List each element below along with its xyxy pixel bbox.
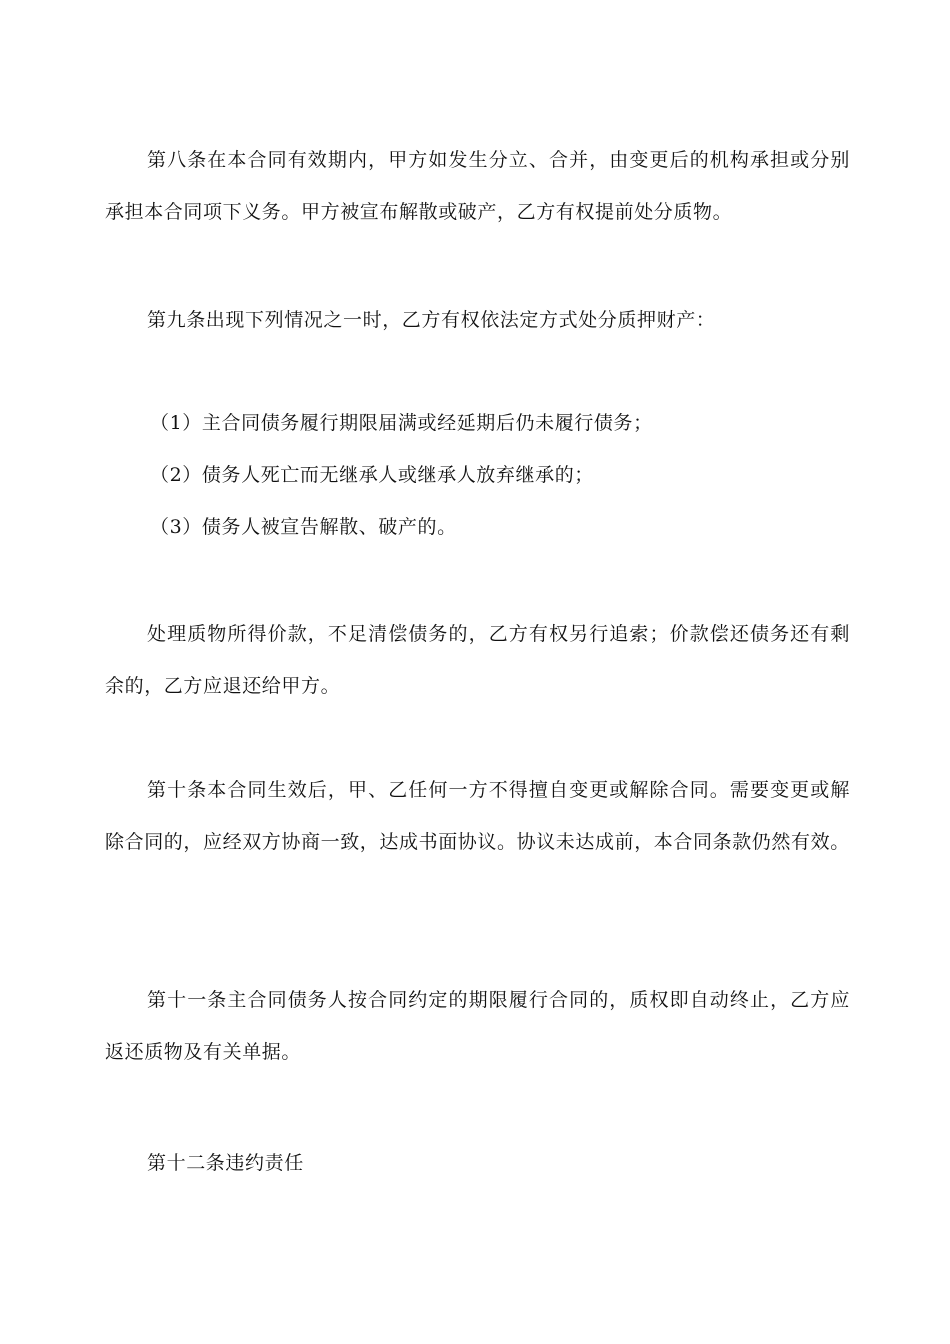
article-9-intro: 第九条出现下列情况之一时，乙方有权依法定方式处分质押财产： [147, 309, 716, 331]
article-8-paragraph: 第八条在本合同有效期内，甲方如发生分立、合并，由变更后的机构承担或分别承担本合同项下义务。甲方被宣布解散或破产，乙方有权提前处分质物。 [105, 149, 850, 223]
article-11-paragraph: 第十一条主合同债务人按合同约定的期限履行合同的，质权即自动终止，乙方应返还质物及有关单据。 [105, 989, 850, 1063]
proceeds-paragraph: 处理质物所得价款，不足清偿债务的，乙方有权另行追索；价款偿还债务还有剩余的，乙方应退还给甲方。 [105, 623, 850, 697]
article-12-heading: 第十二条违约责任 [147, 1152, 304, 1174]
article-9-item-2: （2）债务人死亡而无继承人或继承人放弃继承的； [150, 464, 594, 486]
article-10-paragraph: 第十条本合同生效后，甲、乙任何一方不得擅自变更或解除合同。需要变更或解除合同的，应经双方协商一致，达成书面协议。协议未达成前，本合同条款仍然有效。 [105, 779, 850, 853]
article-9-item-1: （1）主合同债务履行期限届满或经延期后仍未履行债务； [150, 412, 653, 434]
article-9-item-3: （3）债务人被宣告解散、破产的。 [150, 516, 457, 538]
